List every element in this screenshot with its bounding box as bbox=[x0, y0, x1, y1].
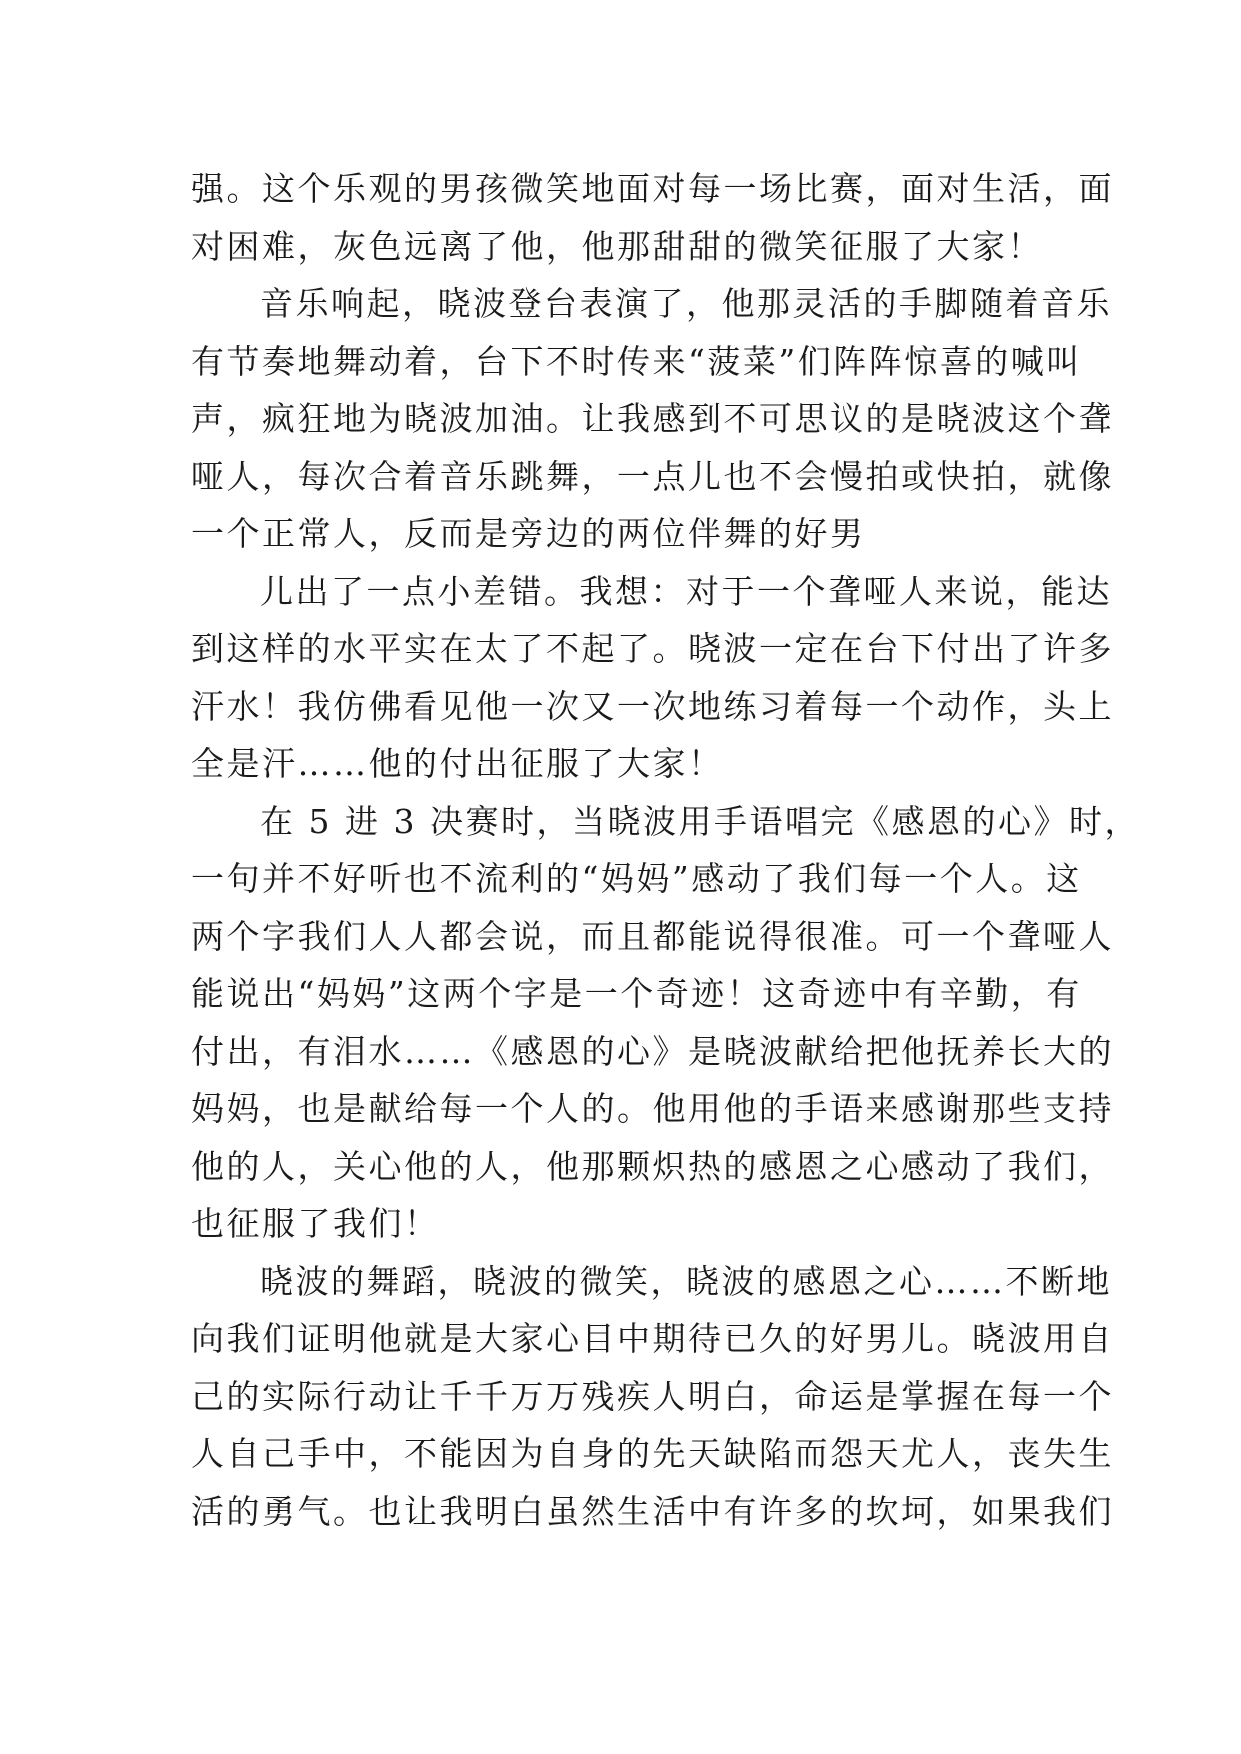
text-line: 到这样的水平实在太了不起了。晓波一定在台下付出了许多 bbox=[191, 629, 1114, 668]
text-line: 全是汗……他的付出征服了大家！ bbox=[191, 744, 724, 783]
text-line: 声，疯狂地为晓波加油。让我感到不可思议的是晓波这个聋 bbox=[191, 399, 1114, 438]
text-line: 有节奏地舞动着，台下不时传来“菠菜”们阵阵惊喜的喊叫 bbox=[191, 341, 1082, 381]
text-line: 付出，有泪水……《感恩的心》是晓波献给把他抚养长大的 bbox=[191, 1031, 1114, 1071]
paragraph-first-line: 儿出了一点小差错。我想：对于一个聋哑人来说，能达 bbox=[260, 571, 1112, 611]
text-line: 他的人，关心他的人，他那颗炽热的感恩之心感动了我们， bbox=[191, 1146, 1114, 1186]
text-line: 也征服了我们！ bbox=[191, 1204, 440, 1243]
text-line: 强。这个乐观的男孩微笑地面对每一场比赛，面对生活，面 bbox=[191, 169, 1114, 208]
text-line: 汗水！我仿佛看见他一次又一次地练习着每一个动作，头上 bbox=[191, 686, 1114, 726]
paragraph-first-line: 在 5 进 3 决赛时，当晓波用手语唱完《感恩的心》时， bbox=[260, 801, 1140, 841]
text-line: 两个字我们人人都会说，而且都能说得很准。可一个聋哑人 bbox=[191, 916, 1114, 956]
body-text bbox=[191, 160, 1140, 1540]
text-line: 向我们证明他就是大家心目中期待已久的好男儿。晓波用自 bbox=[191, 1319, 1114, 1358]
text-line: 一句并不好听也不流利的“妈妈”感动了我们每一个人。这 bbox=[191, 859, 1082, 898]
text-line: 人自己手中，不能因为自身的先天缺陷而怨天尤人，丧失生 bbox=[191, 1434, 1114, 1473]
text-line: 对困难，灰色远离了他，他那甜甜的微笑征服了大家！ bbox=[191, 226, 1043, 266]
text-line: 己的实际行动让千千万万残疾人明白，命运是掌握在每一个 bbox=[191, 1376, 1114, 1416]
text-line: 哑人，每次合着音乐跳舞，一点儿也不会慢拍或快拍，就像 bbox=[191, 456, 1114, 496]
text-line: 能说出“妈妈”这两个字是一个奇迹！这奇迹中有辛勤，有 bbox=[191, 974, 1082, 1013]
text-line: 一个正常人，反而是旁边的两位伴舞的好男 bbox=[191, 514, 866, 553]
text-line: 活的勇气。也让我明白虽然生活中有许多的坎坷，如果我们 bbox=[191, 1491, 1114, 1531]
text-line: 妈妈，也是献给每一个人的。他用他的手语来感谢那些支持 bbox=[191, 1089, 1114, 1128]
paragraph-first-line: 音乐响起，晓波登台表演了，他那灵活的手脚随着音乐 bbox=[260, 284, 1112, 323]
paragraph-first-line: 晓波的舞蹈，晓波的微笑，晓波的感恩之心……不断地 bbox=[260, 1261, 1112, 1301]
